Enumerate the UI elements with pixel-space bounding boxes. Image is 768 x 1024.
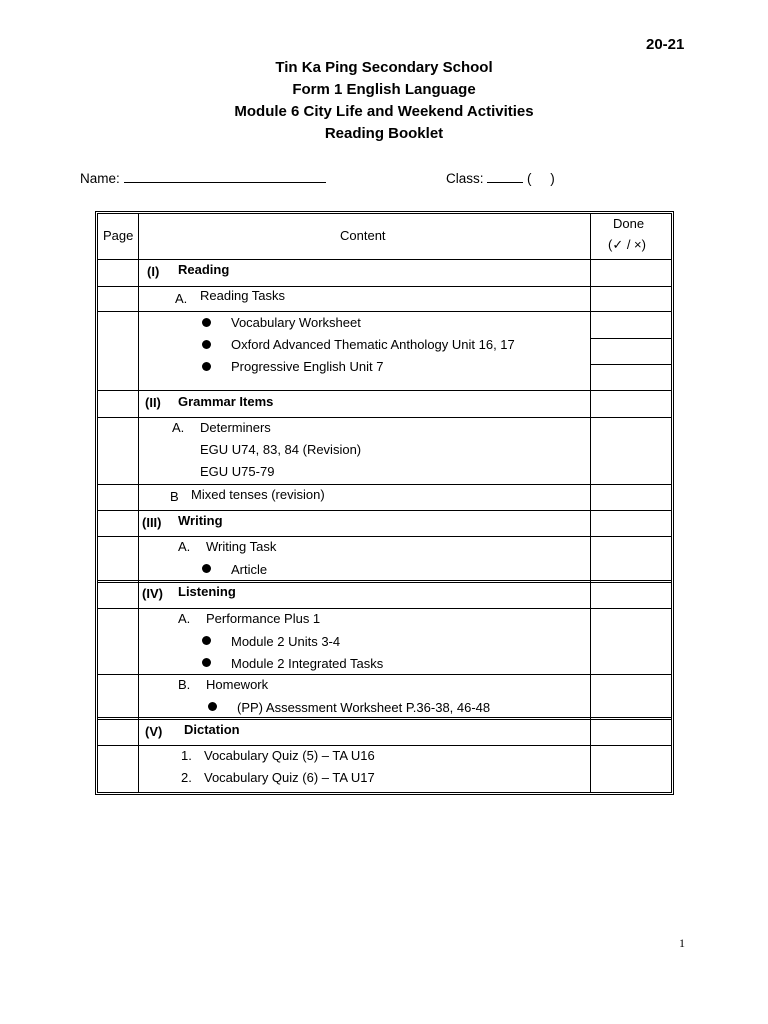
subsection-marker: B xyxy=(170,489,179,504)
page-column-divider xyxy=(138,214,139,792)
row-divider xyxy=(98,484,671,485)
name-label: Name: xyxy=(80,171,120,186)
subsection-marker: A. xyxy=(172,420,185,435)
list-item: Module 2 Integrated Tasks xyxy=(231,656,384,671)
header-divider xyxy=(98,259,671,260)
row-divider xyxy=(98,311,671,312)
row-divider xyxy=(98,536,671,537)
booklet-title: Reading Booklet xyxy=(324,125,444,142)
class-blank xyxy=(487,170,523,183)
module-title: Module 6 City Life and Weekend Activities xyxy=(234,103,534,120)
section-number: (V) xyxy=(145,724,163,739)
bullet-icon xyxy=(202,362,211,371)
list-item: Vocabulary Quiz (5) – TA U16 xyxy=(204,748,375,763)
section-number: (II) xyxy=(145,395,161,410)
class-number-paren: ( ) xyxy=(527,171,555,186)
row-divider xyxy=(98,286,671,287)
subsection-mixed-tenses: Mixed tenses (revision) xyxy=(191,487,325,502)
list-item: Article xyxy=(231,562,268,577)
page-column-header: Page xyxy=(103,228,134,243)
list-item: Module 2 Units 3-4 xyxy=(231,634,341,649)
section-title-grammar: Grammar Items xyxy=(178,394,274,409)
section-number: (IV) xyxy=(142,586,163,601)
done-column-header: Done xyxy=(613,216,645,231)
list-number: 1. xyxy=(181,748,192,763)
subsection-marker: A. xyxy=(178,539,191,554)
row-divider xyxy=(98,417,671,418)
bullet-icon xyxy=(202,658,211,667)
list-item: (PP) Assessment Worksheet P.36-38, 46-48 xyxy=(237,700,491,715)
row-divider xyxy=(98,608,671,609)
subsection-marker: A. xyxy=(175,291,188,306)
subsection-homework: Homework xyxy=(206,677,269,692)
section-number: (III) xyxy=(142,515,162,530)
subsection-reading-tasks: Reading Tasks xyxy=(200,288,286,303)
section-title-writing: Writing xyxy=(178,513,223,528)
done-column-marks: (✓ / ×) xyxy=(608,237,646,252)
list-item: Progressive English Unit 7 xyxy=(231,359,384,374)
bullet-icon xyxy=(202,318,211,327)
section-title-reading: Reading xyxy=(178,262,230,277)
subsection-performance-plus: Performance Plus 1 xyxy=(206,611,321,626)
school-name: Tin Ka Ping Secondary School xyxy=(275,59,493,76)
done-cell-divider xyxy=(590,364,671,365)
page-number: 1 xyxy=(679,936,685,950)
row-divider xyxy=(98,745,671,746)
list-item: EGU U75-79 xyxy=(200,464,275,479)
content-column-header: Content xyxy=(340,228,386,243)
row-divider xyxy=(98,674,671,675)
list-item: Vocabulary Worksheet xyxy=(231,315,361,330)
bullet-icon xyxy=(202,636,211,645)
school-year: 20-21 xyxy=(646,36,685,53)
list-item: Vocabulary Quiz (6) – TA U17 xyxy=(204,770,375,785)
section-number: (I) xyxy=(147,264,160,279)
subject-title: Form 1 English Language xyxy=(292,81,476,98)
section-title-dictation: Dictation xyxy=(184,722,240,737)
class-label: Class: xyxy=(446,171,484,186)
class-line xyxy=(446,170,555,186)
section-double-divider xyxy=(98,717,671,720)
bullet-icon xyxy=(202,340,211,349)
contents-table xyxy=(97,213,672,793)
subsection-marker: A. xyxy=(178,611,191,626)
bullet-icon xyxy=(202,564,211,573)
done-column-divider xyxy=(590,214,591,792)
row-divider xyxy=(98,510,671,511)
row-divider xyxy=(98,390,671,391)
name-line xyxy=(80,170,326,186)
section-title-listening: Listening xyxy=(178,584,236,599)
list-item: Oxford Advanced Thematic Anthology Unit 16, 17 xyxy=(231,337,515,352)
subsection-writing-task: Writing Task xyxy=(206,539,277,554)
done-cell-divider xyxy=(590,338,671,339)
bullet-icon xyxy=(208,702,217,711)
list-number: 2. xyxy=(181,770,192,785)
name-blank xyxy=(124,170,326,183)
section-double-divider xyxy=(98,580,671,583)
list-item: EGU U74, 83, 84 (Revision) xyxy=(200,442,362,457)
subsection-marker: B. xyxy=(178,677,191,692)
subsection-determiners: Determiners xyxy=(200,420,271,435)
